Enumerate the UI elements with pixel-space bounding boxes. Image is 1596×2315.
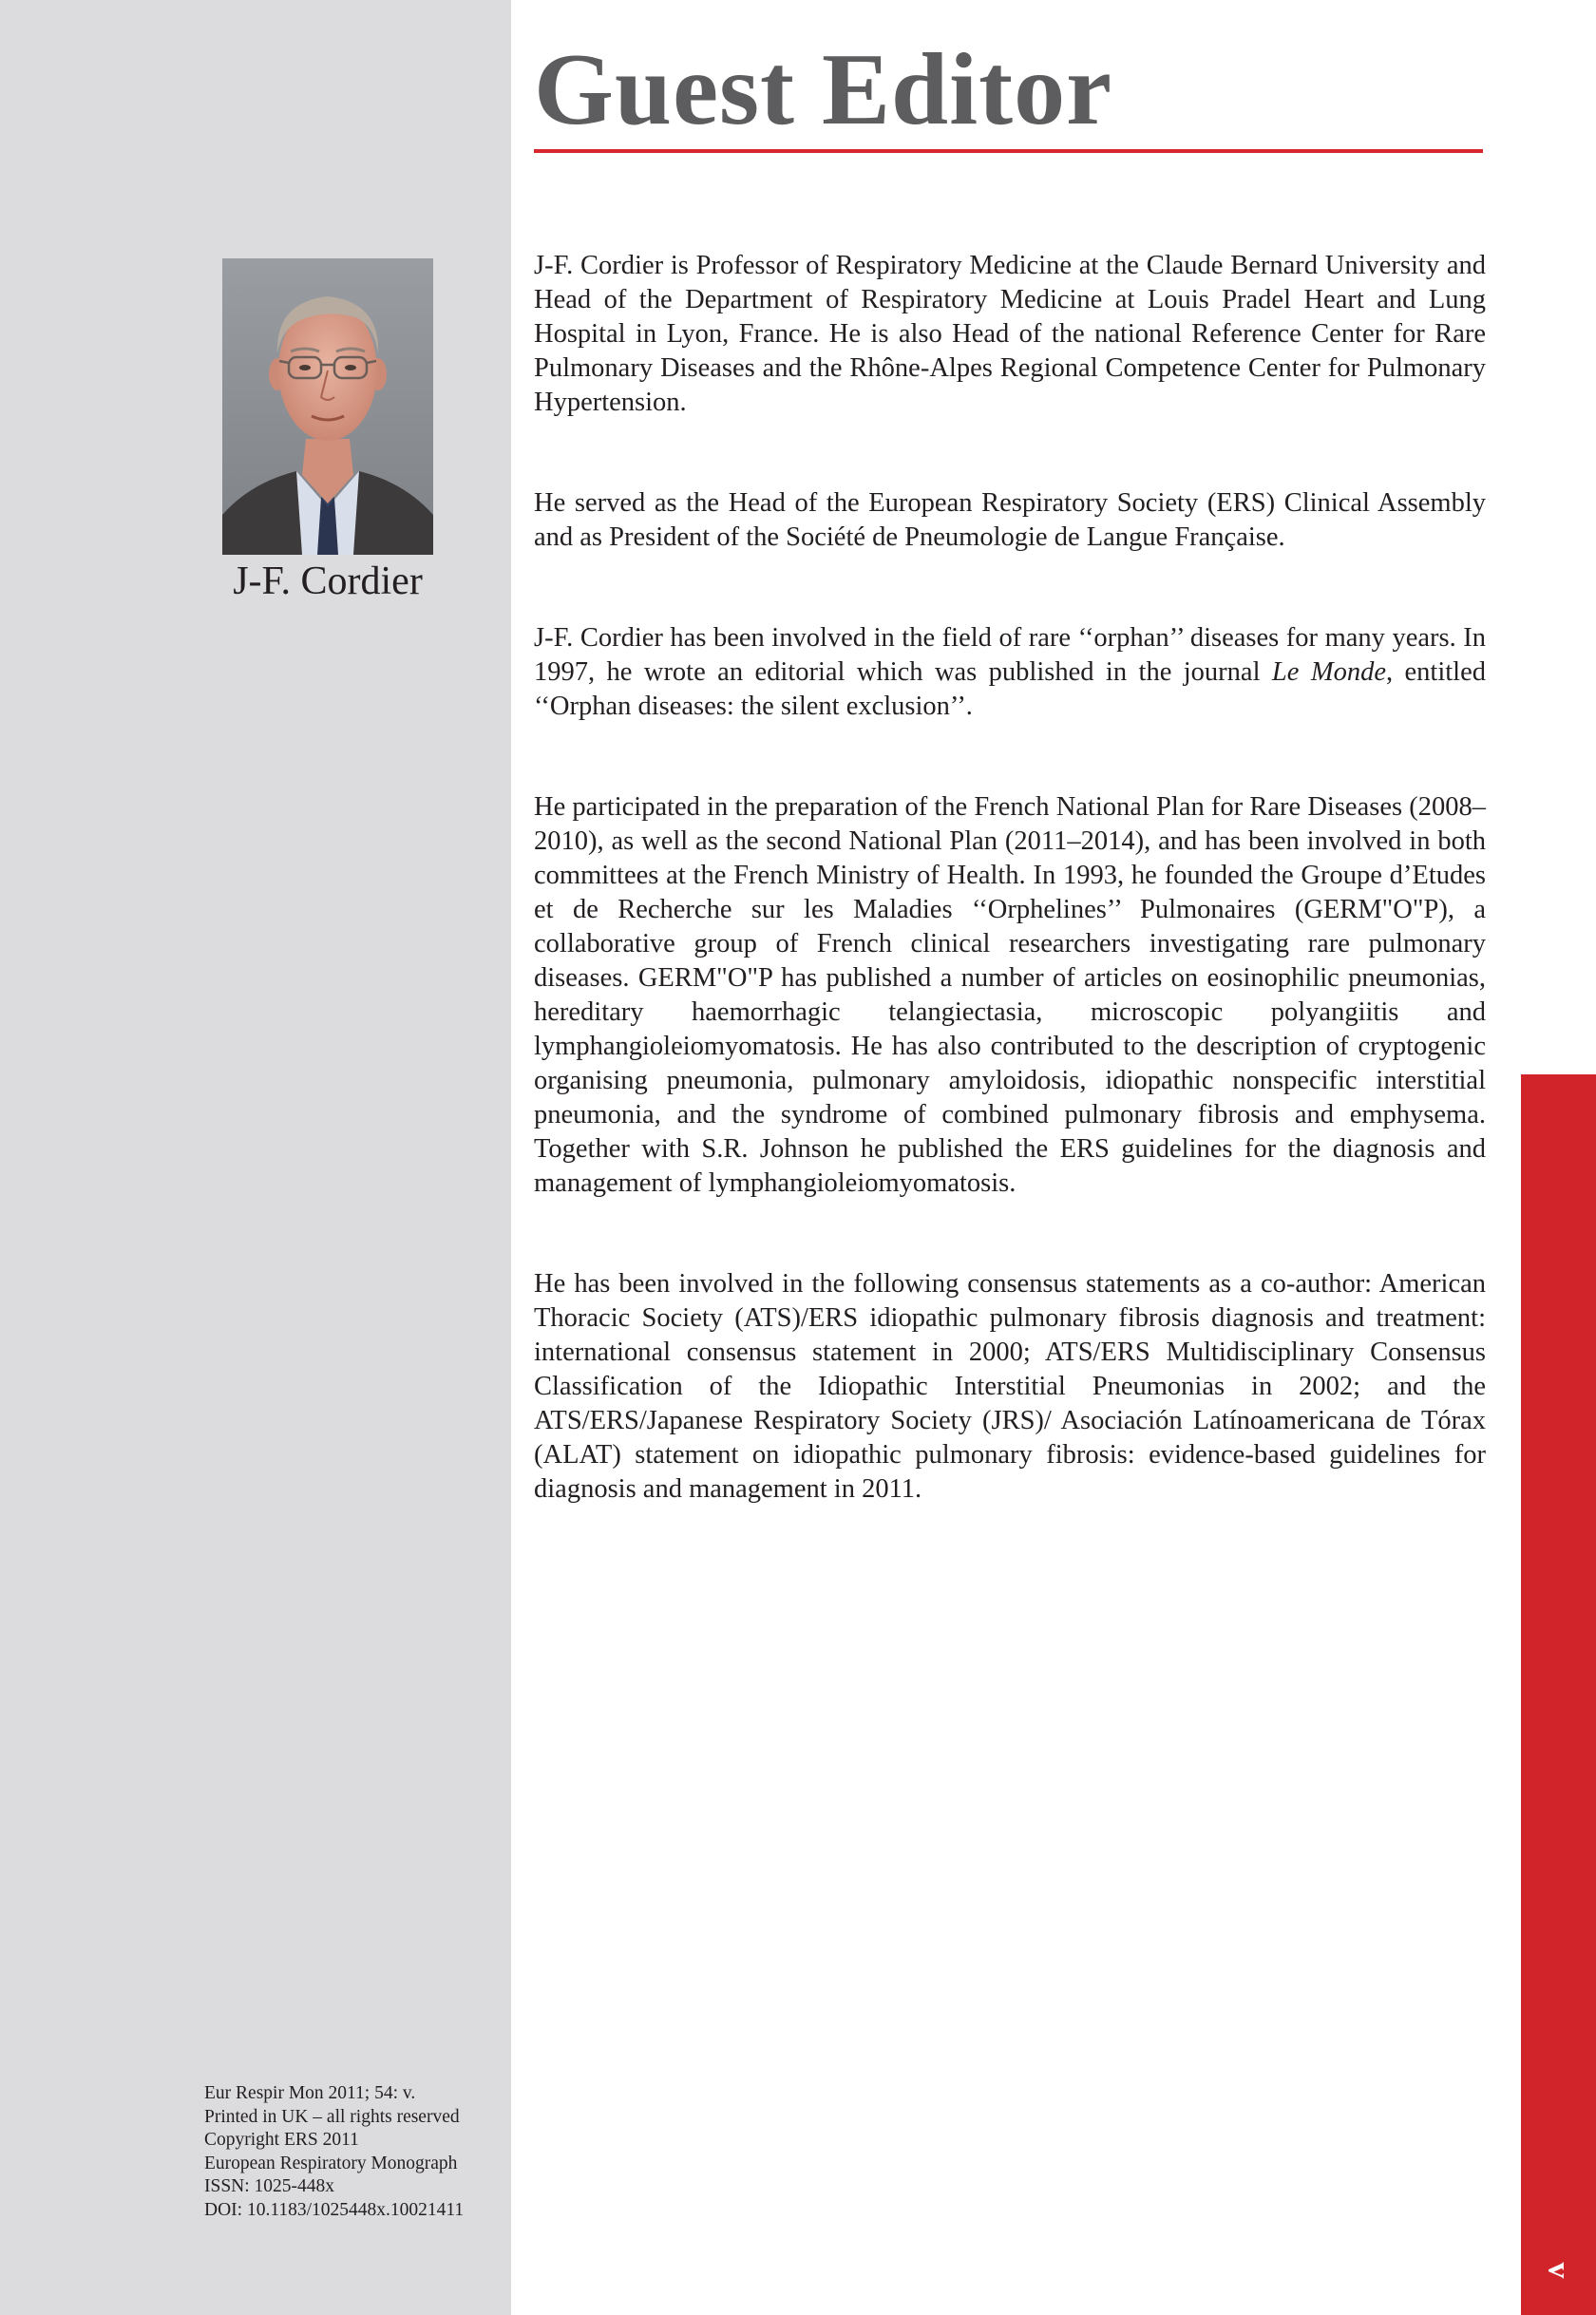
imprint-series: European Respiratory Monograph [204, 2153, 458, 2173]
publication-imprint [204, 2082, 508, 2222]
biography-text [534, 249, 1486, 1507]
portrait-image [222, 258, 433, 555]
bio-paragraph-1: J-F. Cordier is Professor of Respiratory Medicine at the Claude Bernard University and Head of the Department of Respiratory Medicine at Louis Pradel Heart and Lung Hospital in Lyon, France. He is also Head of the national Reference Center for Rare Pulmonary Diseases and the Rhône-Alpes Regional Competence Center for Pulmonary Hypertension. [534, 251, 1486, 417]
left-sidebar [0, 0, 511, 2315]
bio-paragraph-3-intro: J-F. Cordier has been involved in the field of rare ‘‘orphan’’ diseases for many years. In 1997, he wrote an editorial which was published in the journal [534, 623, 1486, 687]
page-number-label: v [1541, 2262, 1577, 2279]
editor-portrait [222, 258, 433, 555]
photo-caption: J-F. Cordier [233, 560, 423, 603]
page-number [1521, 2237, 1596, 2304]
bio-paragraph-5: He has been involved in the following consensus statements as a co-author: American Thoracic Society (ATS)/ERS idiopathic pulmonary fibrosis diagnosis and treatment: international consensus statement in 2000; ATS/ERS Multidisciplinary Consensus Classification of the Idiopathic Interstitial Pneumonias in 2002; and the ATS/ERS/Japanese Respiratory Society (JRS)/ Asociación Latínoamericana de Tórax (ALAT) statement on idiopathic pulmonary fibrosis: evidence-based guidelines for diagnosis and management in 2011. [534, 1269, 1486, 1504]
bio-paragraph-2: He served as the Head of the European Respiratory Society (ERS) Clinical Assembly and as President of the Société de Pneumologie de Langue Française. [534, 488, 1486, 552]
imprint-copyright: Copyright ERS 2011 [204, 2130, 359, 2150]
imprint-doi: DOI: 10.1183/1025448x.10021411 [204, 2199, 465, 2220]
bio-paragraph-4: He participated in the preparation of the French National Plan for Rare Diseases (2008–2010), as well as the second National Plan (2011–2014), and has been involved in both committees at the French Ministry of Health. In 1993, he founded the Groupe d’Etudes et de Recherche sur les Maladies ‘‘Orphelines’’ Pulmonaires (GERM"O"P), a collaborative group of French clinical researchers investigating rare pulmonary diseases. GERM"O"P has published a number of articles on eosinophilic pneumonias, hereditary haemorrhagic telangiectasia, microscopic polyangiitis and lymphangioleiomyomatosis. He has also contributed to the description of cryptogenic organising pneumonia, pulmonary amyloidosis, idiopathic nonspecific interstitial pneumonia, and the syndrome of combined pulmonary fibrosis and emphysema. Together with S.R. Johnson he published the ERS guidelines for the diagnosis and management of lymphangioleiomyomatosis. [534, 792, 1486, 1198]
page-title: Guest Editor [534, 33, 1113, 146]
bio-paragraph-3-end: , entitled ‘‘Orphan diseases: the silent exclusion’’. [534, 657, 1486, 721]
imprint-citation: Eur Respir Mon 2011; 54: v. [204, 2083, 416, 2103]
journal-name: Le Monde [1271, 657, 1386, 687]
title-divider [534, 149, 1483, 153]
section-tab [1521, 1074, 1596, 2315]
imprint-printed: Printed in UK – all rights reserved [204, 2106, 460, 2127]
bio-paragraph-3 [534, 621, 1486, 724]
imprint-issn: ISSN: 1025-448x [204, 2176, 335, 2196]
